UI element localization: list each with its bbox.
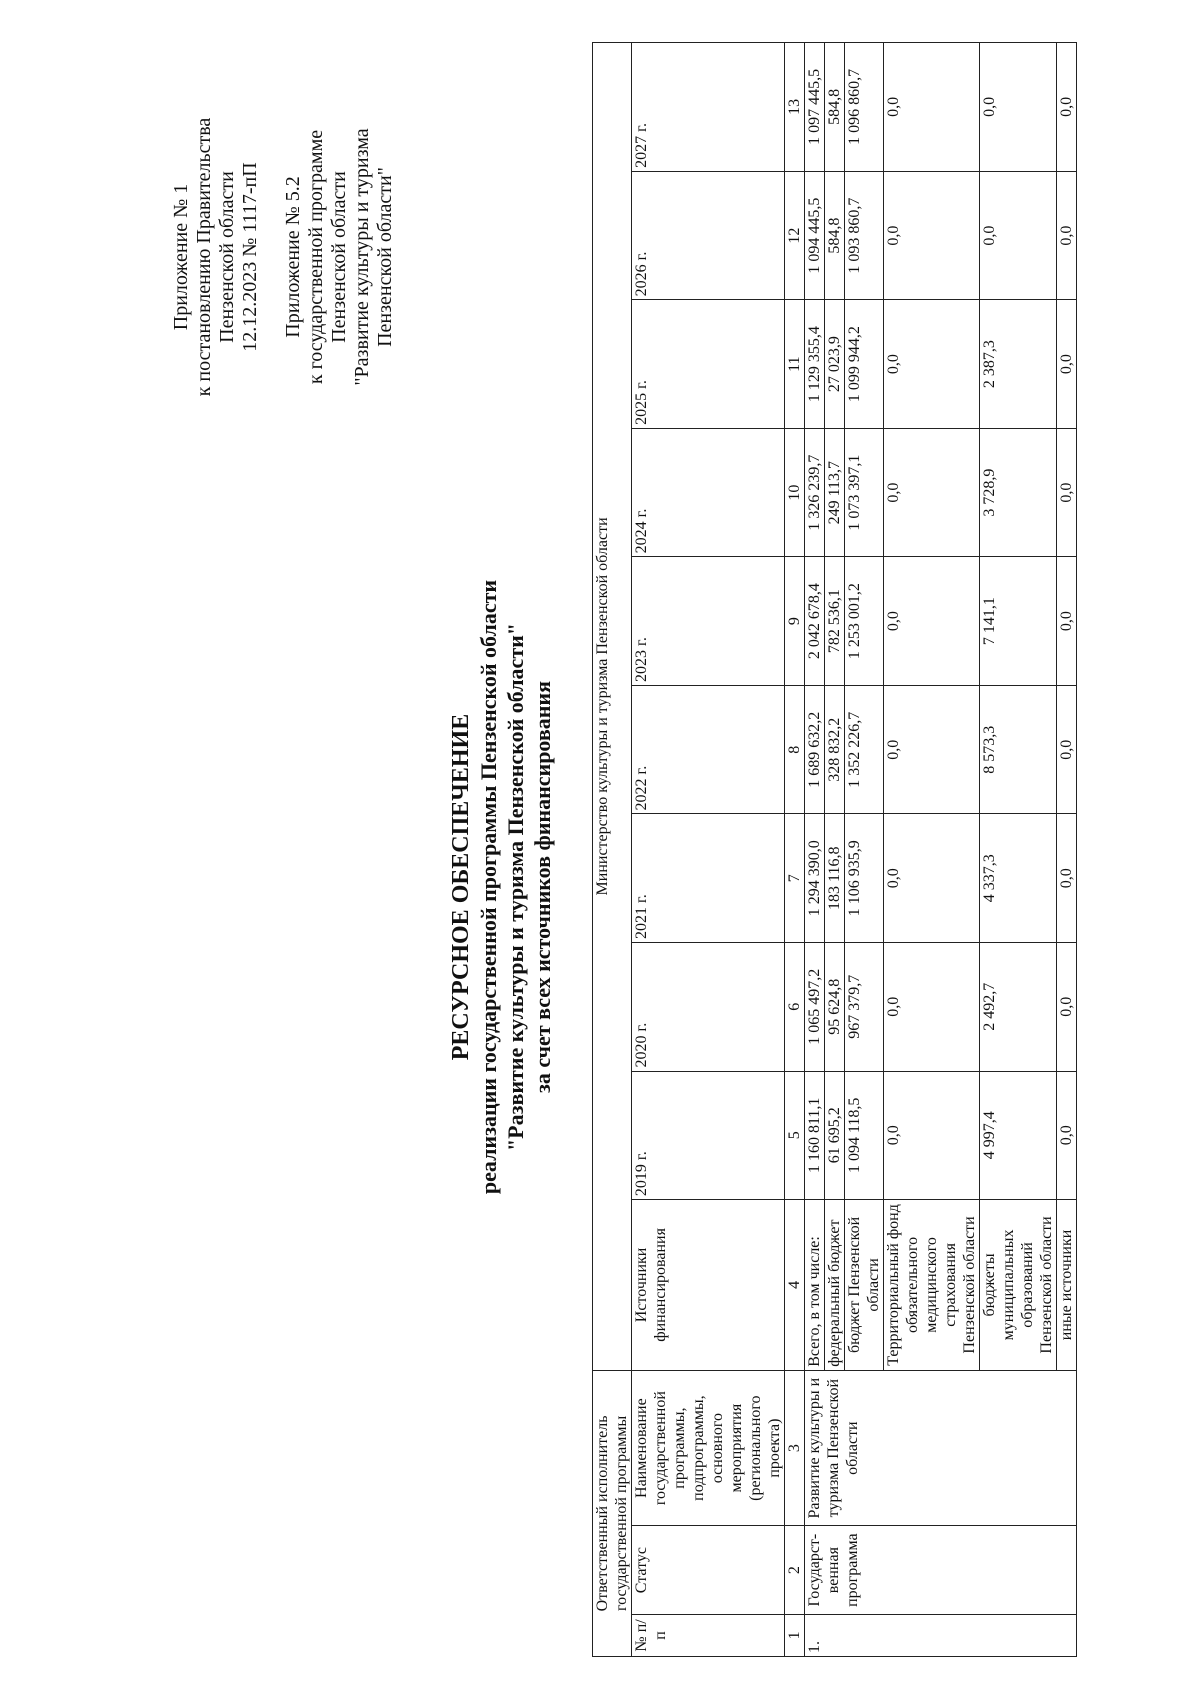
- value-cell: 2 492,7: [980, 943, 1057, 1072]
- value-cell: 0,0: [884, 428, 980, 557]
- source-cell: федеральный бюджет: [825, 1200, 845, 1371]
- source-cell: бюджет Пензенской области: [845, 1200, 884, 1371]
- column-number: 6: [785, 943, 805, 1072]
- executor-row: [593, 43, 632, 1657]
- value-cell: 8 573,3: [980, 685, 1057, 814]
- column-number: 1: [785, 1614, 805, 1656]
- value-cell: 967 379,7: [845, 943, 884, 1072]
- header-year: 2021 г.: [632, 814, 785, 943]
- column-number: 2: [785, 1526, 805, 1614]
- value-cell: 0,0: [1057, 685, 1077, 814]
- header-source: Источники финансирования: [632, 1200, 785, 1371]
- header-year: 2022 г.: [632, 685, 785, 814]
- header-num: № п/п: [632, 1614, 785, 1656]
- column-number: 8: [785, 685, 805, 814]
- column-number-row: [785, 43, 805, 1657]
- executor-name-cell: Министерство культуры и туризма Пензенской области: [593, 43, 632, 1371]
- value-cell: 0,0: [884, 300, 980, 429]
- column-number: 9: [785, 557, 805, 686]
- value-cell: 0,0: [1057, 171, 1077, 300]
- column-number: 5: [785, 1071, 805, 1200]
- value-cell: 1 094 445,5: [805, 171, 825, 300]
- resource-table: [592, 42, 1077, 1657]
- table-row: [805, 43, 825, 1657]
- appendix-line: 12.12.2023 № 1117-пП: [239, 162, 261, 352]
- title-line: РЕСУРСНОЕ ОБЕСПЕЧЕНИЕ: [448, 713, 474, 1061]
- row-number-cell: 1.: [805, 1614, 1077, 1656]
- value-cell: 1 065 497,2: [805, 943, 825, 1072]
- value-cell: 0,0: [1057, 43, 1077, 172]
- value-cell: 4 997,4: [980, 1071, 1057, 1200]
- header-year: 2027 г.: [632, 43, 785, 172]
- value-cell: 0,0: [884, 685, 980, 814]
- value-cell: 0,0: [980, 43, 1057, 172]
- value-cell: 0,0: [1057, 943, 1077, 1072]
- source-cell: Территориальный фонд обязательного медицинского страхования Пензенской области: [884, 1200, 980, 1371]
- value-cell: 0,0: [884, 814, 980, 943]
- source-cell: иные источники: [1057, 1200, 1077, 1371]
- column-number: 10: [785, 428, 805, 557]
- appendix-line: "Развитие культуры и туризма: [351, 128, 373, 386]
- value-cell: 0,0: [980, 171, 1057, 300]
- value-cell: 0,0: [884, 943, 980, 1072]
- value-cell: 2 042 678,4: [805, 557, 825, 686]
- appendix-line: Приложение № 1: [170, 183, 192, 331]
- column-number: 11: [785, 300, 805, 429]
- column-number: 3: [785, 1370, 805, 1526]
- value-cell: 0,0: [884, 1071, 980, 1200]
- value-cell: 1 253 001,2: [845, 557, 884, 686]
- status-cell: Государст-венная программа: [805, 1526, 1077, 1614]
- value-cell: 328 832,2: [825, 685, 845, 814]
- value-cell: 1 689 632,2: [805, 685, 825, 814]
- value-cell: 1 096 860,7: [845, 43, 884, 172]
- value-cell: 4 337,3: [980, 814, 1057, 943]
- column-number: 12: [785, 171, 805, 300]
- value-cell: 0,0: [1057, 557, 1077, 686]
- value-cell: 95 624,8: [825, 943, 845, 1072]
- title-line: "Развитие культуры и туризма Пензенской области": [503, 622, 528, 1152]
- spacer: [262, 57, 282, 457]
- value-cell: 584,8: [825, 171, 845, 300]
- value-cell: 1 073 397,1: [845, 428, 884, 557]
- value-cell: 249 113,7: [825, 428, 845, 557]
- column-number: 13: [785, 43, 805, 172]
- source-cell: Всего, в том числе:: [805, 1200, 825, 1371]
- header-year: 2020 г.: [632, 943, 785, 1072]
- value-cell: 1 097 445,5: [805, 43, 825, 172]
- header-year: 2025 г.: [632, 300, 785, 429]
- value-cell: 1 294 390,0: [805, 814, 825, 943]
- value-cell: 1 326 239,7: [805, 428, 825, 557]
- value-cell: 3 728,9: [980, 428, 1057, 557]
- value-cell: 183 116,8: [825, 814, 845, 943]
- value-cell: 61 695,2: [825, 1071, 845, 1200]
- value-cell: 584,8: [825, 43, 845, 172]
- source-cell: бюджеты муниципальных образований Пензенской области: [980, 1200, 1057, 1371]
- column-number: 4: [785, 1200, 805, 1371]
- value-cell: 27 023,9: [825, 300, 845, 429]
- value-cell: 1 129 355,4: [805, 300, 825, 429]
- value-cell: 0,0: [884, 557, 980, 686]
- header-name: Наименование государственной программы, подпрограммы, основного мероприятия (регионального проекта): [632, 1370, 785, 1526]
- appendix-line: к постановлению Правительства: [193, 117, 215, 397]
- header-year: 2023 г.: [632, 557, 785, 686]
- title-line: реализации государственной программы Пензенской области: [476, 579, 501, 1195]
- value-cell: 1 160 811,1: [805, 1071, 825, 1200]
- value-cell: 0,0: [884, 171, 980, 300]
- value-cell: 0,0: [884, 43, 980, 172]
- appendix-line: к государственной программе: [305, 129, 327, 385]
- value-cell: 0,0: [1057, 300, 1077, 429]
- appendix-block: [170, 57, 397, 457]
- column-number: 7: [785, 814, 805, 943]
- document-title: [448, 387, 556, 1387]
- header-year: 2026 г.: [632, 171, 785, 300]
- header-year: 2019 г.: [632, 1071, 785, 1200]
- appendix-line: Пензенской области": [374, 167, 396, 347]
- title-line: за счет всех источников финансирования: [530, 680, 555, 1094]
- value-cell: 1 352 226,7: [845, 685, 884, 814]
- value-cell: 2 387,3: [980, 300, 1057, 429]
- value-cell: 1 094 118,5: [845, 1071, 884, 1200]
- value-cell: 1 106 935,9: [845, 814, 884, 943]
- value-cell: 0,0: [1057, 428, 1077, 557]
- header-status: Статус: [632, 1526, 785, 1614]
- value-cell: 7 141,1: [980, 557, 1057, 686]
- program-name-cell: Развитие культуры и туризма Пензенской области: [805, 1370, 1077, 1526]
- value-cell: 782 536,1: [825, 557, 845, 686]
- appendix-line: Пензенской области: [216, 171, 238, 343]
- executor-header-cell: Ответственный исполнитель государственной программы: [593, 1370, 632, 1656]
- value-cell: 1 093 860,7: [845, 171, 884, 300]
- value-cell: 1 099 944,2: [845, 300, 884, 429]
- header-year: 2024 г.: [632, 428, 785, 557]
- header-row: [632, 43, 785, 1657]
- appendix-line: Пензенской области: [328, 171, 350, 343]
- value-cell: 0,0: [1057, 1071, 1077, 1200]
- appendix-line: Приложение № 5.2: [282, 176, 304, 338]
- value-cell: 0,0: [1057, 814, 1077, 943]
